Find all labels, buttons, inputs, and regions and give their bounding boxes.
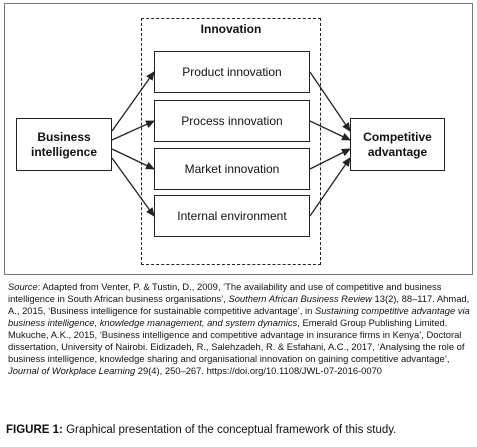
source-note-part: Sustaining competitive advantage via business intelligence, knowledge management, and system dynamics: [8, 305, 470, 328]
figure-caption-text: Graphical presentation of the conceptual framework of this study.: [62, 424, 397, 436]
node-competitive-advantage: Competitive advantage: [350, 118, 445, 171]
node-market-innovation: Market innovation: [154, 148, 310, 190]
source-note-part: : Adapted from Venter, P. & Tustin, D., 2009, ‘The availability and use of competitive and business intelligence in South African business organisations’,: [8, 281, 442, 304]
node-internal-environment: Internal environment: [154, 195, 310, 237]
figure-caption-label: FIGURE 1:: [6, 424, 63, 436]
source-note-part: Journal of Workplace Learning: [8, 365, 136, 376]
source-note-part: Southern African Business Review: [228, 293, 372, 304]
source-note-part: , Emerald Group Publishing Limited. Mukuche, A.K., 2015, ‘Business intelligence and competitive advantage in insurance firms in Kenya’, Doctoral dissertation, University of Nairobi. Eidizadeh, R., Salehzadeh, R. & Esfahani, A.C., 2017, ‘Analysing the role of business intelligence, knowledge sharing and organisational innovation on gaining competitive advantage’,: [8, 317, 465, 364]
source-note-part: 13(2), 88–117. Ahmad, A., 2015, ‘Business intelligence for sustainable competitive advantage’, in: [8, 293, 470, 316]
innovation-group-title: Innovation: [200, 22, 262, 36]
source-note-part: 29(4), 250–267. https://doi.org/10.1108/JWL-07-2016-0070: [135, 365, 383, 376]
node-product-innovation: Product innovation: [154, 51, 310, 93]
source-note-label: Source: [8, 281, 38, 292]
figure-caption: [6, 423, 474, 437]
source-note: [8, 281, 471, 377]
node-process-innovation: Process innovation: [154, 100, 310, 142]
node-business-intelligence: Business intelligence: [16, 118, 112, 171]
